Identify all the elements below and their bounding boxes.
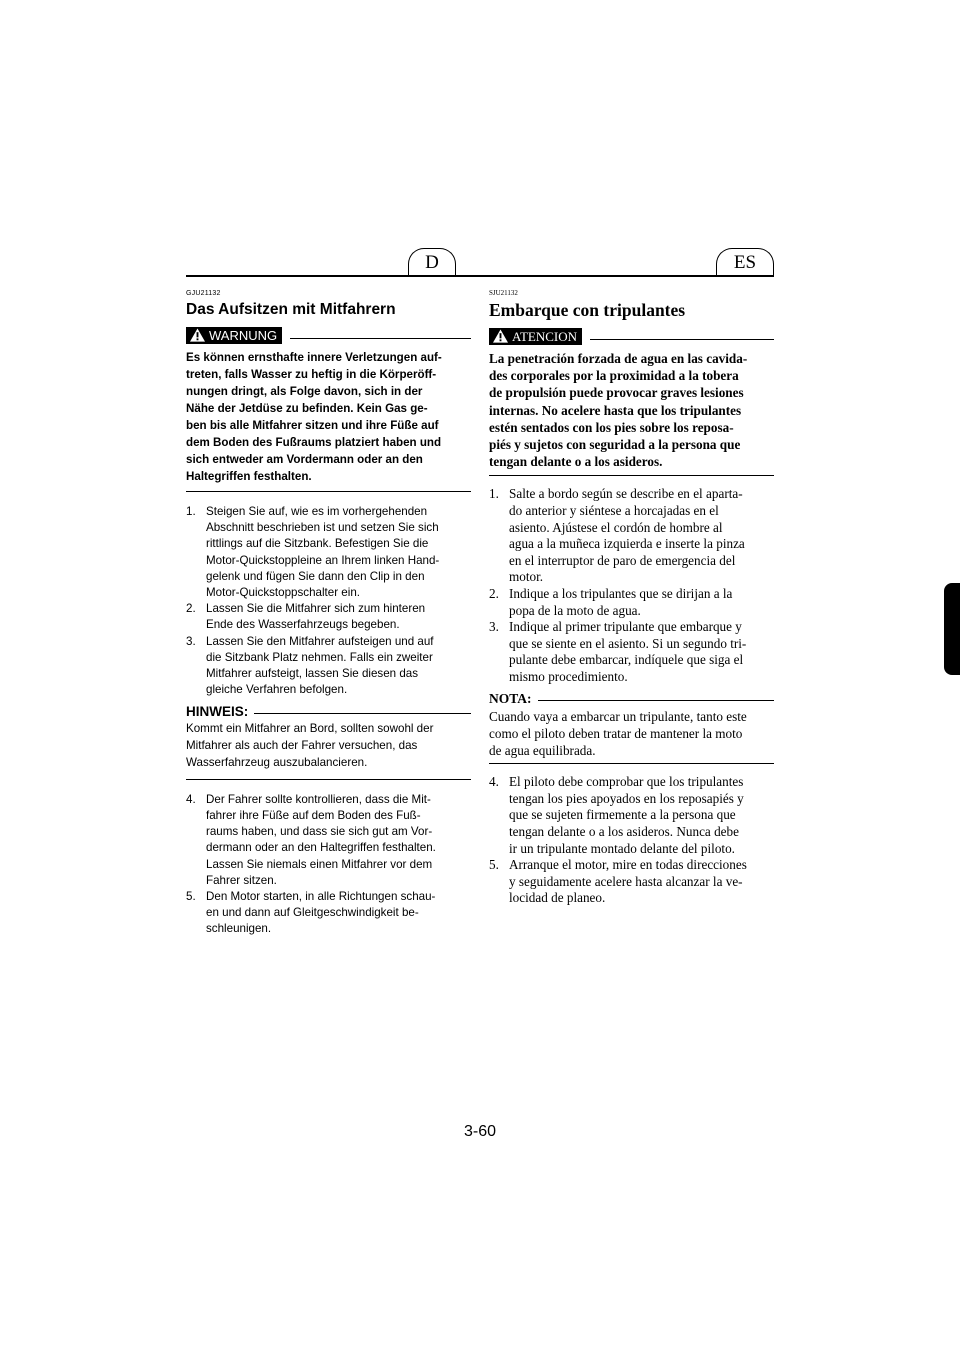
warning-header — [489, 325, 774, 347]
list-item — [489, 774, 774, 857]
step-line: gleiche Verfahren befolgen. — [206, 683, 348, 697]
warning-rule — [290, 338, 471, 339]
list-item — [186, 504, 471, 601]
step-number: 3. — [186, 634, 196, 648]
note-label: HINWEIS: — [186, 703, 249, 719]
step-line: rittlings auf die Sitzbank. Befestigen Sie die — [206, 537, 429, 551]
step-line: tengan los pies apoyados en los reposapiés y — [509, 790, 744, 806]
step-line: gelenk und fügen Sie dann den Clip in den — [206, 569, 425, 583]
list-item — [489, 857, 774, 907]
warning-label: ATENCION — [512, 328, 577, 344]
step-line: mismo procedimiento. — [509, 668, 628, 684]
warning-line: treten, falls Wasser zu heftig in die Körperöff- — [186, 368, 437, 381]
warning-text — [186, 349, 471, 491]
note-label: NOTA: — [489, 690, 532, 706]
steps-list — [489, 486, 774, 685]
step-line: Fahrer sitzen. — [206, 873, 277, 887]
warning-badge — [186, 327, 282, 344]
warning-line: Haltegriffen festhalten. — [186, 470, 312, 483]
step-line: Arranque el motor, mire en todas direcciones — [509, 857, 747, 873]
step-number: 5. — [489, 857, 499, 873]
step-line: Salte a bordo según se describe en el aparta- — [509, 486, 743, 502]
steps-list — [489, 774, 774, 907]
warning-line: Es können ernsthafte innere Verletzungen auf- — [186, 351, 442, 364]
note-text — [489, 708, 774, 764]
step-line: locidad de planeo. — [509, 890, 606, 906]
step-number: 3. — [489, 619, 499, 635]
step-line: Indique a los tripulantes que se dirijan a la — [509, 585, 733, 601]
step-line: El piloto debe comprobar que los tripulantes — [509, 774, 744, 790]
warning-line: estén sentados con los pies sobre los reposa- — [489, 419, 734, 435]
step-number: 5. — [186, 890, 196, 904]
step-line: Lassen Sie den Mitfahrer aufsteigen und auf — [206, 634, 434, 648]
step-line: fahrer ihre Füße auf dem Boden des Fuß- — [206, 809, 421, 823]
header-rule — [186, 275, 774, 277]
step-line: en el interruptor de paro de emergencia del — [509, 552, 736, 568]
warning-line: internas. No acelere hasta que los tripulantes — [489, 402, 742, 418]
step-line: tengan delante o a los asideros. Nunca debe — [509, 823, 739, 839]
note-line: de agua equilibrada. — [489, 742, 596, 758]
warning-line: sich entweder am Vordermann oder an den — [186, 453, 423, 466]
list-item — [489, 619, 774, 685]
step-line: y seguidamente acelere hasta alcanzar la ve- — [509, 873, 743, 889]
warning-bottom-rule — [186, 491, 471, 492]
warning-line: ben bis alle Mitfahrer sitzen und ihre Füße auf — [186, 419, 439, 432]
list-item — [489, 586, 774, 619]
warning-line: de propulsión puede provocar graves lesiones — [489, 385, 744, 401]
list-item — [186, 792, 471, 889]
language-tab-german: D — [408, 248, 456, 276]
chapter-thumb-tab — [944, 583, 960, 675]
warning-line: tengan delante o a los asideros. — [489, 454, 663, 470]
step-line: Motor-Quickstoppschalter ein. — [206, 586, 361, 600]
step-line: Der Fahrer sollte kontrollieren, dass die Mit- — [206, 792, 431, 806]
note-line: Mitfahrer als auch der Fahrer versuchen, das — [186, 739, 418, 753]
step-number: 2. — [186, 602, 196, 616]
section-title: Das Aufsitzen mit Mitfahrern — [186, 301, 396, 318]
language-tab-spanish: ES — [716, 248, 774, 276]
step-number: 1. — [489, 486, 499, 502]
note-header — [186, 702, 471, 720]
spanish-column — [489, 289, 774, 907]
step-line: pulante debe embarcar, indíquele que siga el — [509, 652, 744, 668]
note-line: como el piloto deben tratar de mantener la moto — [489, 725, 743, 741]
list-item — [186, 889, 471, 938]
step-line: Ende des Wasserfahrzeugs begeben. — [206, 618, 400, 632]
step-line: asiento. Ajústese el cordón de hombre al — [509, 519, 723, 535]
step-line: Lassen Sie die Mitfahrer sich zum hinteren — [206, 602, 426, 616]
step-line: die Sitzbank Platz nehmen. Falls ein zweiter — [206, 650, 433, 664]
step-line: raums haben, und dass sie sich gut am Vor- — [206, 825, 433, 839]
step-number: 1. — [186, 505, 196, 518]
steps-list — [186, 504, 471, 698]
german-column — [186, 289, 471, 938]
list-item — [186, 634, 471, 699]
warning-line: La penetración forzada de agua en las cavida- — [489, 351, 748, 366]
warning-line: piés y sujetos con seguridad a la persona que — [489, 437, 741, 453]
step-number: 4. — [186, 792, 196, 806]
step-line: Indique al primer tripulante que embarque y — [509, 619, 742, 635]
warning-header — [186, 324, 471, 346]
warning-line: des corporales por la proximidad a la tobera — [489, 368, 739, 384]
step-line: que se sujeten firmemente a la persona que — [509, 807, 736, 823]
warning-triangle-icon — [493, 329, 508, 343]
note-bottom-rule — [489, 763, 774, 764]
section-code: GJU21132 — [186, 290, 221, 297]
note-bottom-rule — [186, 779, 471, 780]
section-code: SJU21132 — [489, 289, 518, 297]
step-line: Mitfahrer aufsteigt, lassen Sie diesen das — [206, 667, 419, 681]
warning-line: dem Boden des Fußraums platziert haben und — [186, 436, 442, 449]
list-item — [186, 601, 471, 633]
step-line: Motor-Quickstoppleine an Ihrem linken Hand- — [206, 553, 440, 567]
step-line: motor. — [509, 569, 544, 585]
step-line: que se siente en el asiento. Si un segundo tri- — [509, 635, 747, 651]
warning-bottom-rule — [489, 475, 774, 476]
step-line: Den Motor starten, in alle Richtungen schau- — [206, 890, 436, 904]
note-line: Wasserfahrzeug auszubalancieren. — [186, 756, 368, 770]
note-line: Cuando vaya a embarcar un tripulante, tanto este — [489, 708, 747, 724]
step-number: 2. — [489, 585, 499, 601]
warning-label: WARNUNG — [209, 327, 278, 343]
warning-triangle-icon — [190, 328, 205, 342]
step-line: Lassen Sie niemals einen Mitfahrer vor dem — [206, 857, 433, 871]
step-line: schleunigen. — [206, 922, 272, 936]
step-number: 4. — [489, 774, 499, 790]
list-item — [489, 486, 774, 586]
warning-text — [489, 350, 774, 475]
section-title: Embarque con tripulantes — [489, 300, 686, 320]
steps-list — [186, 792, 471, 938]
step-line: popa de la moto de agua. — [509, 602, 641, 618]
step-line: Steigen Sie auf, wie es im vorhergehenden — [206, 505, 428, 518]
note-line: Kommt ein Mitfahrer an Bord, sollten sowohl der — [186, 722, 434, 736]
step-line: Abschnitt beschrieben ist und setzen Sie sich — [206, 521, 439, 535]
step-line: dermann oder an den Haltegriffen festhalten. — [206, 841, 436, 855]
page-number: 3-60 — [463, 1123, 497, 1140]
note-text — [186, 721, 471, 778]
warning-line: nungen dringt, als Folge davon, sich in der — [186, 385, 423, 398]
step-line: agua a la muñeca izquierda e inserte la pinza — [509, 536, 745, 552]
note-header — [489, 690, 774, 708]
warning-badge — [489, 328, 582, 345]
step-line: ir un tripulante montado delante del piloto. — [509, 840, 735, 856]
note-rule — [538, 700, 775, 701]
warning-rule — [590, 339, 774, 340]
step-line: do anterior y siéntese a horcajadas en el — [509, 503, 719, 519]
warning-line: Nähe der Jetdüse zu befinden. Kein Gas ge- — [186, 402, 428, 415]
step-line: en und dann auf Gleitgeschwindigkeit be- — [206, 906, 419, 920]
note-rule — [254, 713, 471, 714]
